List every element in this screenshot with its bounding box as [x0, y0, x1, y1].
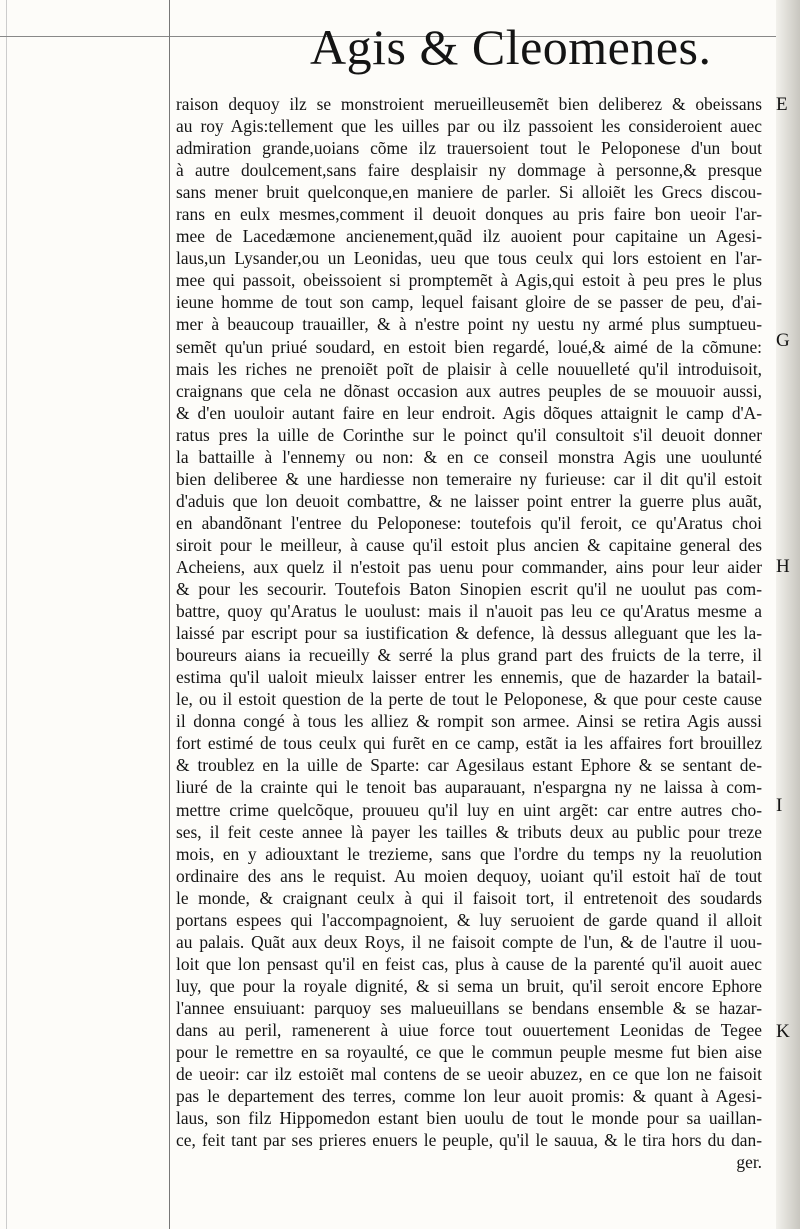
text-line: & troublez en la uille de Sparte: car Agesilaus estant Ephore & se sentant de- — [176, 755, 762, 776]
text-line: admiration grande,uoians cõme ilz trauersoient tout le Peloponese d'un bout — [176, 138, 762, 159]
text-line: la battaille à l'ennemy ou non: & en ce conseil monstra Agis une uoulunté — [176, 446, 762, 467]
page-fore-edge — [776, 0, 800, 1229]
body-text — [176, 93, 762, 1173]
text-line: ordinaire des ans le requist. Au moien dequoy, uoiant qu'il estoit haï de tout — [176, 865, 762, 886]
text-line: battre, quoy qu'Aratus le uoulust: mais il n'auoit pas leu ce qu'Aratus mesme a — [176, 601, 762, 622]
text-line: le, ou il estoit question de la perte de tout le Peloponese, & que pour ceste cause — [176, 689, 762, 710]
text-line: & d'en uouloir autant faire en leur endroit. Agis dõques attaignit le camp d'A- — [176, 402, 762, 423]
text-line: semẽt qu'un priué soudard, en estoit bien regardé, loué,& aimé de la cõmune: — [176, 336, 762, 357]
text-line: dans au peril, ramenerent à uiue force tout ouuertement Leonidas de Tegee — [176, 1019, 762, 1040]
text-line: luy, que pour la royale dignité, & si sema un bruit, qu'il seroit encore Ephore — [176, 975, 762, 996]
text-line: ratus pres la uille de Corinthe sur le poinct qu'il consultoit s'il deuoit donner — [176, 424, 762, 445]
text-line: Acheiens, aux quelz il n'estoit pas uenu pour commander, ains pour leur aider — [176, 556, 762, 577]
text-line: en abandõnant l'entree du Peloponese: toutefois qu'il feroit, ce qu'Aratus choi — [176, 512, 762, 533]
text-line: mee de Lacedæmone ancienement,quãd ilz auoient pour capitaine un Agesi- — [176, 226, 762, 247]
text-line: rans en eulx mesmes,comment il deuoit donques au pris faire bon ueoir l'ar- — [176, 204, 762, 225]
text-line: fort estimé de tous ceulx qui furẽt en ce camp, estãt ia les affaires fort brouillez — [176, 733, 762, 754]
text-line: au roy Agis:tellement que les uilles par ou ilz passoient les consideroient auec — [176, 116, 762, 137]
text-line: de ueoir: car ilz estoiẽt mal contens de se ueoir abuzez, en ce que lon ne faisoit — [176, 1064, 762, 1085]
text-line: boureurs aians ia recueilly & serré la plus grand part des fruicts de la terre, il — [176, 645, 762, 666]
text-line: raison dequoy ilz se monstroient merueilleusemẽt bien deliberez & obeissans — [176, 94, 762, 114]
text-line: mais les riches ne prenoiẽt poĩt de plaisir à celle nouuelleté qu'il introduisoit, — [176, 358, 762, 379]
text-line: au palais. Quãt aux deux Roys, il ne faisoit compte de l'un, & de l'autre il uou- — [176, 931, 762, 952]
text-line: le monde, & craignant ceulx à qui il faisoit tort, il entretenoit des soudards — [176, 887, 762, 908]
text-line: ses, il feit ceste annee là payer les tailles & tributs deux au public pour treze — [176, 821, 762, 842]
text-line: laus,un Lysander,ou un Leonidas, ueu que tous ceulx qui lors estoient en l'ar- — [176, 248, 762, 269]
text-line: il donna congé à tous les alliez & rompit son armee. Ainsi se retira Agis aussi — [176, 711, 762, 732]
text-line: laus, son filz Hippomedon estant bien uoulu de tout le monde pour sa uaillan- — [176, 1108, 762, 1129]
margin-letter-i: I — [776, 795, 783, 816]
margin-letter-g: G — [776, 330, 790, 351]
text-line: loit que lon pensast qu'il en feist cas, plus à cause de la parenté qu'il auoit auec — [176, 953, 762, 974]
text-line: craignans que cela ne dõnast occasion aux autres peuples de se mouuoir aussi, — [176, 380, 762, 401]
text-line: liuré de la crainte qui le tenoit bas auparauant, n'espargna ny ne laissa à com- — [176, 777, 762, 798]
page-edge-line — [6, 0, 7, 1229]
text-line: sans mener bruit quelconque,en maniere de parler. Si alloiẽt les Grecs discou- — [176, 182, 762, 203]
text-line: mettre crime quelcõque, prouueu qu'il luy en uint argẽt: car entre autres cho- — [176, 799, 762, 820]
text-line: portans espees qui l'accompagnoient, & luy seruoient de garde quand il alloit — [176, 909, 762, 930]
text-line: ieune homme de tout son camp, lequel faisant gloire de se passer de peu, d'ai- — [176, 292, 762, 313]
text-line: mer à beaucoup trauailler, & à n'estre point ny uestu ny armé plus sumptueu- — [176, 314, 762, 335]
margin-letter-e: E — [776, 94, 788, 115]
text-line: & pour les secourir. Toutefois Baton Sinopien escrit qu'il ne uoulut pas com- — [176, 579, 762, 600]
margin-letter-k: K — [776, 1021, 790, 1042]
text-line: mee qui passoit, obeissoient si promptemẽt à Agis,qui estoit à peu pres le plus — [176, 270, 762, 291]
text-line: laissé par escript pour sa iustification & defence, là dessus alleguant que les la- — [176, 623, 762, 644]
text-line: bien deliberee & une hardiesse non temeraire ny furieuse: car il dit qu'il estoit — [176, 468, 762, 489]
gutter-rule — [169, 0, 170, 1229]
text-line: mois, en y adiouxtant le trezieme, sans que l'ordre du temps ny la reuolution — [176, 843, 762, 864]
text-line: estima qu'il ualoit mieulx laisser entrer les ennemis, que de hazarder la batail- — [176, 667, 762, 688]
text-line: l'annee ensuiuant: parquoy ses malueuillans se bendans ensemble & se hazar- — [176, 997, 762, 1018]
text-line: ger. — [736, 1152, 762, 1173]
text-line: d'aduis que lon deuoit combattre, & ne laisser point entrer la guerre plus auãt, — [176, 490, 762, 511]
text-line: siroit pour le meilleur, à cause qu'il estoit plus ancien & capitaine general des — [176, 534, 762, 555]
running-head: Agis & Cleomenes. — [310, 19, 712, 75]
text-line: pas le departement des terres, comme lon leur auoit promis: & quant à Agesi- — [176, 1086, 762, 1107]
text-line: pour le remettre en sa royaulté, ce que le commun peuple mesme fut bien aise — [176, 1042, 762, 1063]
text-line: ce, feit tant par ses prieres enuers le peuple, qu'il le sauua, & le tira hors du dan- — [176, 1130, 762, 1151]
text-line: à autre doulcement,sans faire desplaisir ny dommage à personne,& presque — [176, 160, 762, 181]
margin-letter-h: H — [776, 556, 790, 577]
